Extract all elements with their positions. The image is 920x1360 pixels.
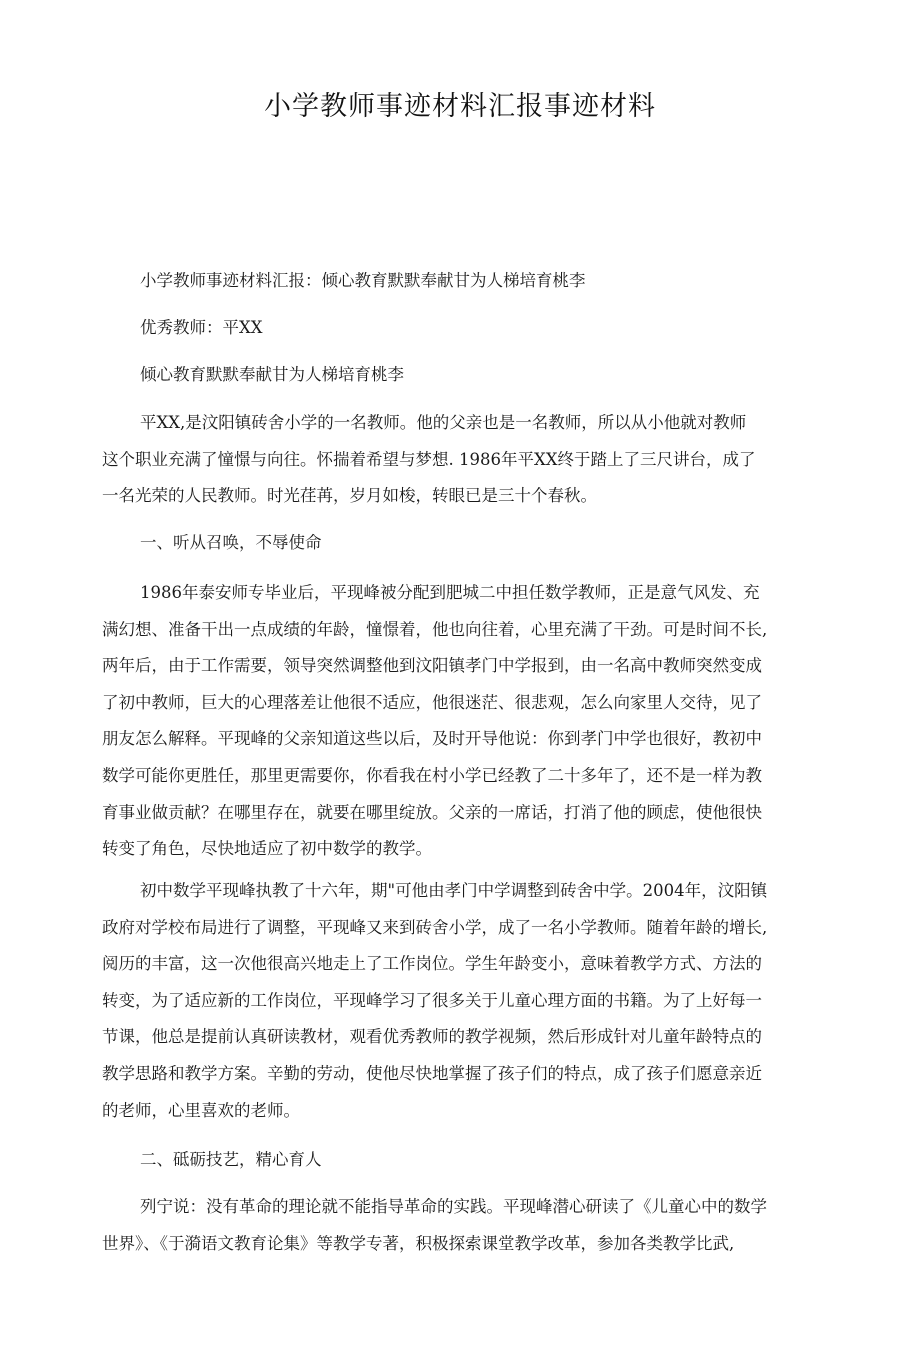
paragraph-line: 转变了角色，尽快地适应了初中数学的教学。 <box>102 839 432 859</box>
teacher-line: 优秀教师：平XX <box>140 318 263 337</box>
paragraph-line: 数学可能你更胜任，那里更需要你，你看我在村小学已经教了二十多年了，还不是一样为教 <box>102 765 762 785</box>
paragraph-line: 了初中教师，巨大的心理落差让他很不适应，他很迷茫、很悲观，怎么向家里人交待，见了 <box>102 692 762 712</box>
paragraph-line: 初中数学平现峰执教了十六年，期"可他由孝门中学调整到砖舍中学。2004年，汶阳镇 <box>140 881 768 900</box>
paragraph-line: 平XX,是汶阳镇砖舍小学的一名教师。他的父亲也是一名教师，所以从小他就对教师 <box>140 413 747 432</box>
paragraph-line: 满幻想、准备干出一点成绩的年龄，憧憬着，他也向往着，心里充满了干劲。可是时间不长, <box>102 619 768 639</box>
paragraph-line: 节课，他总是提前认真研读教材，观看优秀教师的教学视频，然后形成针对儿童年龄特点的 <box>102 1027 762 1047</box>
theme-line: 倾心教育默默奉献甘为人梯培育桃李 <box>140 365 404 384</box>
intro-paragraph <box>102 405 802 515</box>
paragraph-line: 转变，为了适应新的工作岗位，平现峰学习了很多关于儿童心理方面的书籍。为了上好每一 <box>102 990 762 1010</box>
paragraph-line: 阅历的丰富，这一次他很高兴地走上了工作岗位。学生年龄变小，意味着教学方式、方法的 <box>102 954 762 974</box>
paragraph-line: 朋友怎么解释。平现峰的父亲知道这些以后，及时开导他说：你到孝门中学也很好，教初中 <box>102 729 762 749</box>
document-title: 小学教师事迹材料汇报事迹材料 <box>264 91 656 122</box>
paragraph-line: 一名光荣的人民教师。时光荏苒，岁月如梭，转眼已是三十个春秋。 <box>102 486 597 506</box>
paragraph-line: 1986年泰安师专毕业后，平现峰被分配到肥城二中担任数学教师，正是意气风发、充 <box>140 583 760 602</box>
paragraph-line: 政府对学校布局进行了调整，平现峰又来到砖舍小学，成了一名小学教师。随着年龄的增长, <box>102 917 768 937</box>
section2-heading: 二、砥砺技艺，精心育人 <box>140 1150 322 1169</box>
paragraph-line: 世界》、《于漪语文教育论集》等教学专著，积极探索课堂教学改革，参加各类教学比武, <box>102 1233 735 1253</box>
paragraph-line: 教学思路和教学方案。辛勤的劳动，使他尽快地掌握了孩子们的特点，成了孩子们愿意亲近 <box>102 1063 762 1083</box>
paragraph-line: 的老师，心里喜欢的老师。 <box>102 1100 300 1120</box>
section1-paragraph-2 <box>102 873 802 1129</box>
paragraph-line: 育事业做贡献？在哪里存在，就要在哪里绽放。父亲的一席话，打消了他的顾虑，使他很快 <box>102 802 762 822</box>
paragraph-line: 两年后，由于工作需要，领导突然调整他到汶阳镇孝门中学报到，由一名高中教师突然变成 <box>102 656 762 676</box>
subtitle-line: 小学教师事迹材料汇报：倾心教育默默奉献甘为人梯培育桃李 <box>140 271 586 290</box>
section1-paragraph-1 <box>102 575 802 868</box>
paragraph-line: 这个职业充满了憧憬与向往。怀揣着希望与梦想. 1986年平XX终于踏上了三尺讲台，成了 <box>102 449 756 469</box>
paragraph-line: 列宁说：没有革命的理论就不能指导革命的实践。平现峰潜心研读了《儿童心中的数学 <box>140 1197 767 1216</box>
section1-heading: 一、听从召唤，不辱使命 <box>140 533 322 552</box>
section2-paragraph-1 <box>102 1189 802 1262</box>
